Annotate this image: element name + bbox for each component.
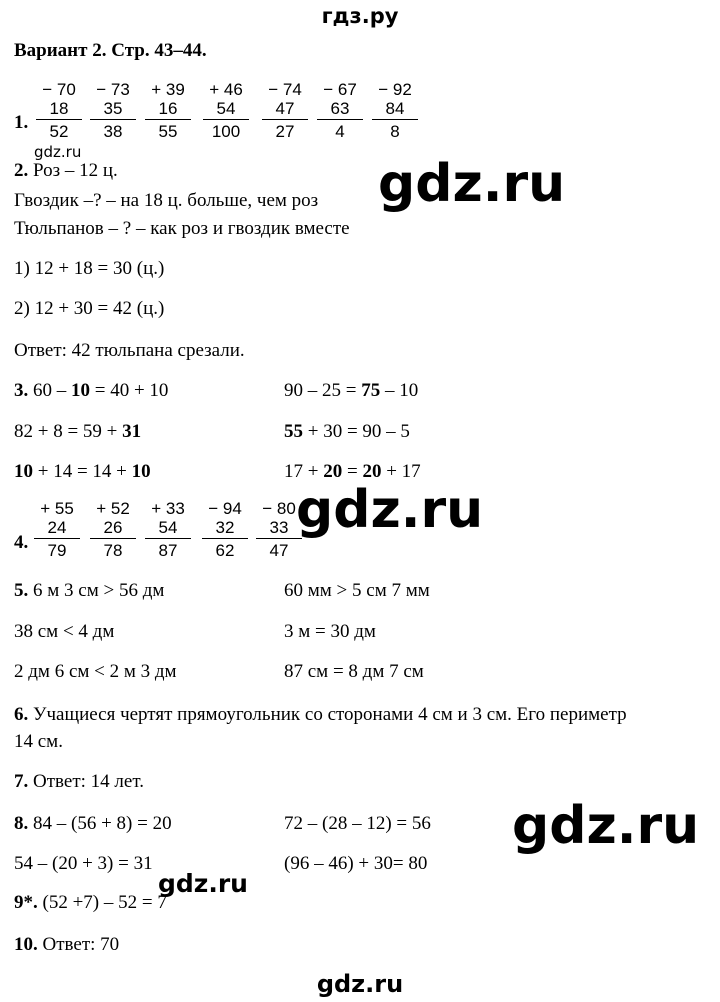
watermark-medium-1: gdz.ru — [158, 869, 248, 898]
watermark-big-3: gdz.ru — [512, 796, 700, 856]
task6-line2: 14 см. — [14, 731, 63, 752]
task1-column — [317, 80, 363, 141]
task4-sub: 54 — [145, 518, 191, 539]
task4-sub: 26 — [90, 518, 136, 539]
task1-column — [262, 80, 308, 141]
task1-sub: 18 — [36, 99, 82, 120]
task4-number: 4. — [14, 532, 29, 553]
task7-line: 7. Ответ: 14 лет. — [14, 771, 144, 792]
task6-line1: 6. Учащиеся чертят прямоугольник со сторонами 4 см и 3 см. Его периметр — [14, 704, 627, 725]
task9-line: 9*. (52 +7) – 52 = 7 — [14, 892, 167, 913]
task4-column — [34, 499, 80, 560]
task1-sub: 63 — [317, 99, 363, 120]
task4-column — [202, 499, 248, 560]
task4-res: 79 — [47, 541, 67, 560]
task5-row1-left: 5. 6 м 3 см > 56 дм — [14, 580, 165, 601]
task4-op: + 52 — [96, 499, 130, 518]
task3-row1-right: 90 – 25 = 75 – 10 — [284, 380, 419, 401]
task4-res: 62 — [215, 541, 235, 560]
task1-op: − 92 — [378, 80, 412, 99]
task8-row2-right: (96 – 46) + 30= 80 — [284, 853, 428, 874]
task1-column — [372, 80, 418, 141]
task1-op: − 70 — [42, 80, 76, 99]
task3-row1-left: 3. 60 – 10 = 40 + 10 — [14, 380, 169, 401]
task1-column — [90, 80, 136, 141]
task1-sub: 16 — [145, 99, 191, 120]
task2-line3: Тюльпанов – ? – как роз и гвоздик вместе — [14, 218, 350, 239]
task4-op: + 55 — [40, 499, 74, 518]
watermark-big-2: gdz.ru — [296, 480, 484, 540]
task2-answer: Ответ: 42 тюльпана срезали. — [14, 340, 245, 361]
page-title: Вариант 2. Стр. 43–44. — [14, 40, 207, 61]
task4-op: + 33 — [151, 499, 185, 518]
task3-row3-right: 17 + 20 = 20 + 17 — [284, 461, 421, 482]
task8-row1-right: 72 – (28 – 12) = 56 — [284, 813, 431, 834]
task2-line1: 2. Роз – 12 ц. — [14, 160, 118, 181]
task5-row2-left: 38 см < 4 дм — [14, 621, 115, 642]
task4-sub: 24 — [34, 518, 80, 539]
task1-res: 27 — [275, 122, 295, 141]
task10-line: 10. Ответ: 70 — [14, 934, 120, 955]
task1-sub: 35 — [90, 99, 136, 120]
task1-res: 38 — [103, 122, 123, 141]
task1-column — [145, 80, 191, 141]
task1-res: 4 — [335, 122, 345, 141]
task2-step2: 2) 12 + 30 = 42 (ц.) — [14, 298, 165, 319]
task2-line2: Гвоздик –? – на 18 ц. больше, чем роз — [14, 190, 319, 211]
task1-op: + 39 — [151, 80, 185, 99]
task4-res: 78 — [103, 541, 123, 560]
task1-res: 8 — [390, 122, 400, 141]
task3-row2-right: 55 + 30 = 90 – 5 — [284, 421, 410, 442]
task1-op: − 74 — [268, 80, 302, 99]
task1-res: 52 — [49, 122, 69, 141]
task5-row3-right: 87 см = 8 дм 7 см — [284, 661, 424, 682]
task8-row1-left: 8. 84 – (56 + 8) = 20 — [14, 813, 172, 834]
task4-res: 47 — [269, 541, 289, 560]
task1-res: 100 — [211, 122, 241, 141]
site-header: гдз.ру — [321, 4, 399, 28]
task2-step1: 1) 12 + 18 = 30 (ц.) — [14, 258, 165, 279]
task1-sub: 54 — [203, 99, 249, 120]
task1-number: 1. — [14, 112, 29, 133]
task5-row3-left: 2 дм 6 см < 2 м 3 дм — [14, 661, 177, 682]
task1-column — [36, 80, 82, 141]
watermark-small-1: gdz.ru — [34, 143, 82, 161]
watermark-big-1: gdz.ru — [378, 154, 566, 214]
task5-row2-right: 3 м = 30 дм — [284, 621, 376, 642]
task1-op: − 73 — [96, 80, 130, 99]
site-footer: gdz.ru — [316, 970, 404, 998]
task4-sub: 32 — [202, 518, 248, 539]
task8-row2-left: 54 – (20 + 3) = 31 — [14, 853, 153, 874]
task4-op: − 94 — [208, 499, 242, 518]
task5-row1-right: 60 мм > 5 см 7 мм — [284, 580, 430, 601]
task3-row2-left: 82 + 8 = 59 + 31 — [14, 421, 142, 442]
task1-sub: 84 — [372, 99, 418, 120]
task4-sub: 33 — [256, 518, 302, 539]
task4-op: − 80 — [262, 499, 296, 518]
task1-res: 55 — [158, 122, 178, 141]
task1-op: − 67 — [323, 80, 357, 99]
task1-sub: 47 — [262, 99, 308, 120]
task4-column — [145, 499, 191, 560]
task1-op: + 46 — [209, 80, 243, 99]
task4-column — [90, 499, 136, 560]
task4-res: 87 — [158, 541, 178, 560]
task1-column — [203, 80, 249, 141]
task3-row3-left: 10 + 14 = 14 + 10 — [14, 461, 151, 482]
